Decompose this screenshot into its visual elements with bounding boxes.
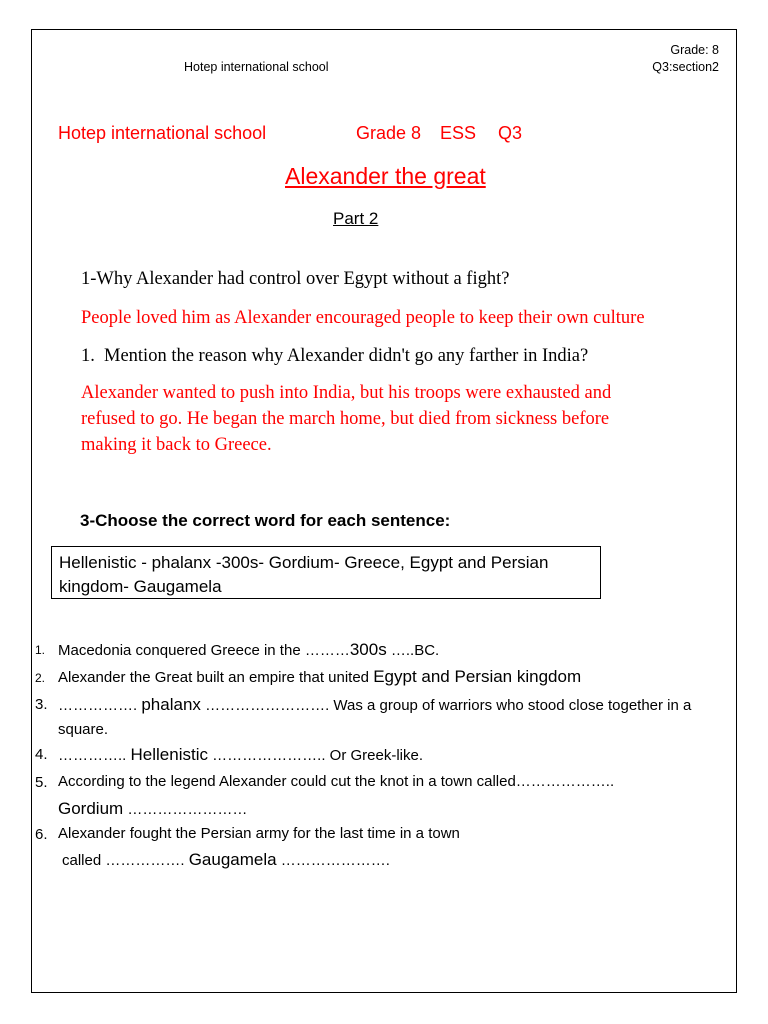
- question-2-number: 1.: [81, 346, 95, 366]
- item-5-suffix: ……………………: [123, 801, 248, 818]
- title-school: Hotep international school: [58, 123, 267, 143]
- item-3-answer: phalanx: [141, 695, 201, 714]
- answer-2-line-3: making it back to Greece.: [81, 435, 272, 455]
- answer-1: People loved him as Alexander encouraged people to keep their own culture: [81, 308, 645, 328]
- part-label: Part 2: [333, 209, 379, 228]
- header-section: Q3:section2: [652, 60, 719, 74]
- item-5-answer: Gordium: [58, 799, 124, 818]
- item-3-number: 3.: [35, 696, 48, 713]
- item-3-text: ……………………. Was a group of warriors who stood close together in a: [200, 697, 692, 714]
- item-2-text: Alexander the Great built an empire that united: [58, 669, 374, 686]
- answer-2-line-1: Alexander wanted to push into India, but his troops were exhausted and: [81, 383, 612, 403]
- page-title: Alexander the great: [285, 163, 486, 189]
- item-4: [58, 745, 423, 765]
- item-6-suffix: ………………….: [276, 852, 390, 869]
- item-1-answer: 300s: [349, 640, 387, 659]
- item-5-text: According to the legend Alexander could cut the knot in a town called………………..: [58, 773, 615, 790]
- item-3-prefix: …………….: [58, 697, 142, 714]
- header-school: Hotep international school: [184, 60, 329, 74]
- item-6-prefix: called …………….: [62, 852, 189, 869]
- item-6-text: Alexander fought the Persian army for the last time in a town: [58, 825, 460, 842]
- item-2-answer: Egypt and Persian kingdom: [373, 667, 582, 686]
- header-grade: Grade: 8: [670, 43, 719, 57]
- word-bank-line-1: Hellenistic - phalanx -300s- Gordium- Greece, Egypt and Persian: [59, 553, 549, 572]
- question-1: 1-Why Alexander had control over Egypt without a fight?: [81, 269, 510, 289]
- item-3: [58, 695, 691, 715]
- item-3-line-2: square.: [58, 721, 109, 738]
- item-1-number: 1.: [35, 643, 46, 657]
- item-1-suffix: …..BC.: [386, 642, 440, 659]
- item-1: [58, 640, 439, 660]
- item-6-line-2: [62, 850, 390, 870]
- item-5-number: 5.: [35, 774, 48, 791]
- item-5-line-2: [58, 799, 247, 819]
- item-2-number: 2.: [35, 671, 46, 685]
- item-4-text: ………………….. Or Greek-like.: [208, 747, 424, 764]
- answer-2-line-2: refused to go. He began the march home, but died from sickness before: [81, 409, 610, 429]
- question-2: Mention the reason why Alexander didn't go any farther in India?: [104, 346, 589, 366]
- word-bank-line-2: kingdom- Gaugamela: [59, 577, 222, 596]
- title-grade: Grade 8: [356, 123, 422, 143]
- word-bank: [51, 546, 601, 599]
- question-3: 3-Choose the correct word for each sentence:: [80, 511, 451, 530]
- title-subject: ESS: [440, 123, 477, 143]
- item-2: [58, 667, 581, 687]
- item-6-answer: Gaugamela: [188, 850, 277, 869]
- item-4-number: 4.: [35, 746, 48, 763]
- item-4-prefix: …………..: [58, 747, 131, 764]
- item-1-text: Macedonia conquered Greece in the ………: [58, 642, 350, 659]
- item-4-answer: Hellenistic: [130, 745, 208, 764]
- item-6-number: 6.: [35, 826, 48, 843]
- title-quarter: Q3: [498, 123, 523, 143]
